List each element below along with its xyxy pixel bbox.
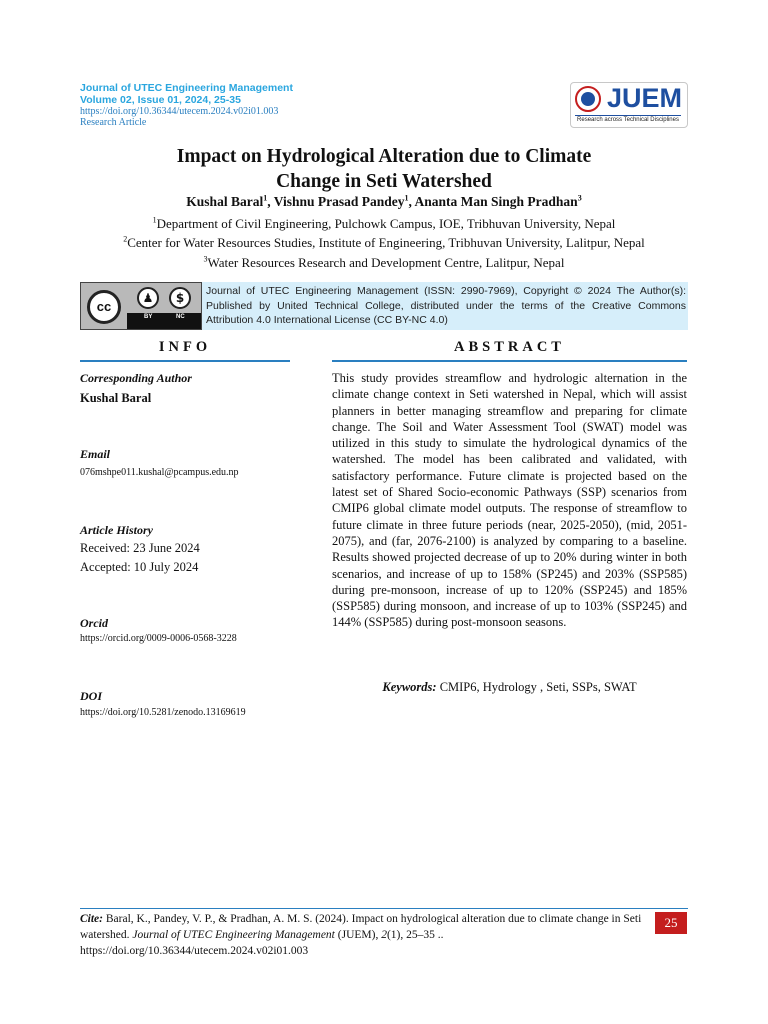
keywords <box>332 679 687 695</box>
received-date: Received: 23 June 2024 <box>80 541 200 555</box>
license-text: Journal of UTEC Engineering Management (ISSN: 2990-7969), Copyright © 2024 The Author(s): Published by United Technical College, distributed under the terms of the Creative Commons Attribution 4.0 International License (CC BY-NC 4.0) <box>206 285 686 326</box>
journal-volume: Volume 02, Issue 01, 2024, 25-35 <box>80 94 241 106</box>
author-name: Kushal Baral <box>186 194 264 209</box>
email-link[interactable]: 076mshpe011.kushal@pcampus.edu.np <box>80 467 239 478</box>
author-list: Kushal Baral$^1$, Vishnu Prasad Pandey$^1$, Ananta Man Singh Pradhan$^3$ <box>186 193 582 209</box>
nc-label: NC <box>176 314 185 320</box>
article-history-label: Article History <box>80 523 153 537</box>
cc-icon: cc <box>87 290 121 324</box>
doi-label: DOI <box>80 689 103 703</box>
journal-logo <box>570 82 688 128</box>
accepted-date: Accepted: 10 July 2024 <box>80 560 199 574</box>
affiliation-2: $^2$Center for Water Resources Studies, Institute of Engineering, Tribhuvan University, Lalitpur, Nepal <box>123 234 645 250</box>
doi-link[interactable]: https://doi.org/10.5281/zenodo.13169619 <box>80 707 246 718</box>
keywords-label: Keywords: <box>382 680 437 694</box>
abstract-text: This study provides streamflow and hydrologic alternation in the climate change context in Seti watershed in Nepal, which will assist planners in better managing streamflow and preparing for climate change. The Soil and Water Assessment Tool (SWAT) model was utilized in this study to simulate the hydrological dynamics of the watershed. The model has been calibrated and validated, with satisfactory performance. Future climate is projected based on the latest set of Shared Socio-economic Pathways (SSP) scenarios from CMIP6 global climate model outputs. The response of streamflow to future climate in three future periods (near, 2025-2050), (mid, 2051-2075), and (far, 2076-2100) is analyzed by comparing to a baseline. Results showed projected decrease of up to 20% during winter in both scenarios, and increase of up to 158% (SP245) and 203% (SSP585) during pre-monsoon, increase of up to 120% (SSP245) and 185% (SSP585) during monsoon, and increase of up to 103% (SSP245) and 144% (SSP585) during post-monsoon seasons. <box>332 371 687 630</box>
corresponding-author-name: Kushal Baral <box>80 391 152 405</box>
journal-title: Journal of UTEC Engineering Management <box>80 82 293 94</box>
license-box <box>80 282 688 330</box>
orcid-label: Orcid <box>80 616 108 630</box>
logo-tagline: Research across Technical Disciplines <box>575 115 681 125</box>
footer-divider <box>80 908 688 909</box>
info-heading: INFO <box>158 339 212 355</box>
emblem-icon <box>575 86 601 112</box>
cc-license-badge[interactable] <box>80 282 202 330</box>
by-label: BY <box>144 314 153 320</box>
info-divider <box>80 360 290 362</box>
orcid-link[interactable]: https://orcid.org/0009-0006-0568-3228 <box>80 633 237 644</box>
by-person-icon: ♟ <box>137 287 159 309</box>
citation: Cite: Baral, K., Pandey, V. P., & Pradhan, A. M. S. (2024). Impact on hydrological alteration due to climate change in Seti watershed. Journal of UTEC Engineering Management (JUEM), 2(1), 25–35 .. https://doi.org/10.36344/utecem.2024.v02i01.003 <box>80 913 642 957</box>
nc-dollar-icon: $ <box>169 287 191 309</box>
keywords-list: CMIP6, Hydrology , Seti, SSPs, SWAT <box>439 680 637 694</box>
abstract-divider <box>332 360 687 362</box>
abstract-heading: ABSTRACT <box>454 339 565 355</box>
corresponding-author-label: Corresponding Author <box>80 371 192 385</box>
author-name: Vishnu Prasad Pandey <box>273 194 405 209</box>
logo-text: JUEM <box>607 83 683 113</box>
paper-title: Impact on Hydrological Alteration due to Climate Change in Seti Watershed <box>176 146 592 192</box>
journal-doi-link[interactable]: https://doi.org/10.36344/utecem.2024.v02i01.003 <box>80 106 279 117</box>
affiliation-1: $^1$Department of Civil Engineering, Pulchowk Campus, IOE, Tribhuvan University, Nepal <box>152 215 616 231</box>
article-type: Research Article <box>80 117 147 128</box>
affiliation-3: $^3$Water Resources Research and Development Centre, Lalitpur, Nepal <box>203 254 565 270</box>
email-label: Email <box>80 447 111 461</box>
page-number: 25 <box>655 912 687 934</box>
author-name: Ananta Man Singh Pradhan <box>414 194 578 209</box>
